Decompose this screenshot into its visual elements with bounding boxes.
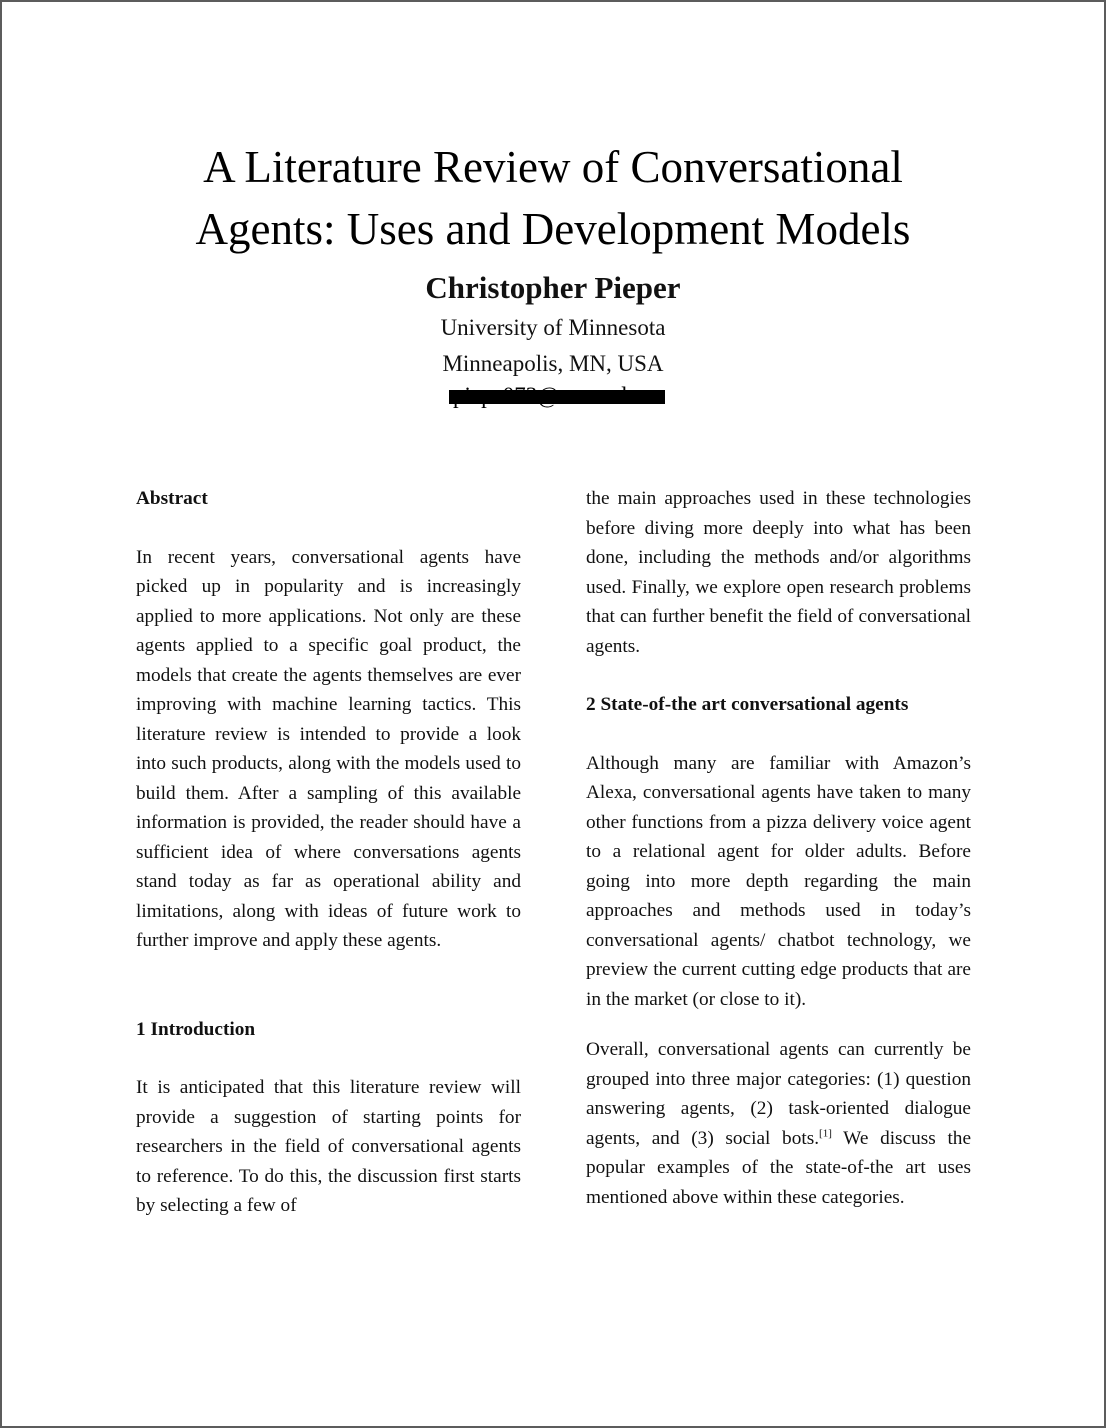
title-line-2: Agents: Uses and Development Models	[195, 204, 911, 254]
author-affiliation: University of Minnesota	[440, 315, 666, 340]
section-2-paragraph-2	[586, 1035, 971, 1212]
abstract-text: In recent years, conversational agents have picked up in popularity and is increasingly applied to more applications. Not only are these agents applied to a specific goal product, the models that create the agents themselves are ever improving with machine learning tactics. This literature review is intended to provide a look into such products, along with the models used to build them. After a sampling of this available information is provided, the reader should have a sufficient idea of where conversations agents stand today as far as operational ability and limitations, along with ideas of future work to further improve and apply these agents.	[136, 546, 521, 951]
redaction-bar	[449, 390, 665, 404]
introduction-heading: 1 Introduction	[136, 1018, 256, 1040]
right-column	[586, 484, 971, 1212]
author-name: Christopher Pieper	[425, 270, 681, 305]
paper-title	[2, 136, 1104, 260]
introduction-text: It is anticipated that this literature review will provide a suggestion of starting points for researchers in the field of conversational agents to reference. To do this, the discussion first starts by selecting a few of	[136, 1077, 521, 1216]
section-2-heading: 2 State-of-the art conversational agents	[586, 694, 909, 715]
introduction-continued-text: the main approaches used in these technologies before diving more deeply into what has been done, including the methods and/or algorithms used. Finally, we explore open research problems that can further benefit the field of conversational agents.	[586, 488, 971, 657]
author-email-redacted	[449, 386, 665, 408]
paragraph-2-end: We discuss the popular examples of the state-of-the art uses mentioned above within these categories.	[586, 1127, 971, 1208]
abstract-heading: Abstract	[136, 488, 208, 509]
section-2-paragraph-1: Although many are familiar with Amazon’s Alexa, conversational agents have taken to many other functions from a pizza delivery voice agent to a relational agent for older adults. Before going into more depth regarding the main approaches and methods used in today’s conversational agents/ chatbot technology, we preview the current cutting edge products that are in the market (or close to it).	[586, 752, 971, 1010]
left-column	[136, 484, 521, 1221]
citation-marker[interactable]: [1]	[819, 1127, 832, 1140]
paragraph-2-start: Overall, conversational agents can currently be grouped into three major categories: (1) question answering agents, (2) task-oriented dialogue agents, and (3) social bots.	[586, 1039, 971, 1149]
author-location: Minneapolis, MN, USA	[442, 351, 664, 376]
title-line-1: A Literature Review of Conversational	[203, 142, 903, 192]
